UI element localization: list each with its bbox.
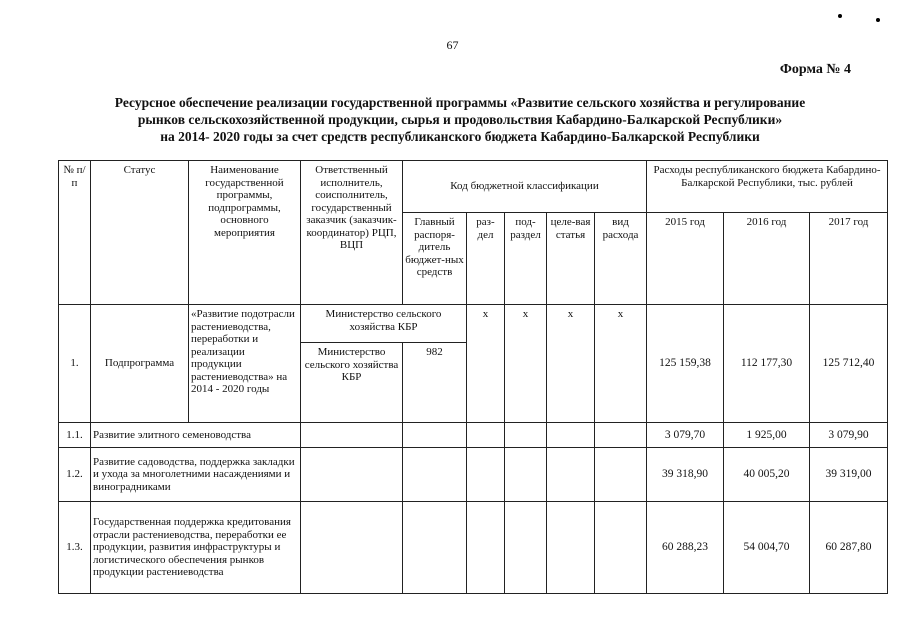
header-2016: 2016 год [724,213,810,305]
header-status: Статус [91,161,189,305]
resource-table [58,160,888,594]
row-executor: Министерство сельского хозяйства КБР [301,343,403,423]
row-num: 1.3. [59,502,91,594]
row-2015: 3 079,70 [647,423,724,448]
header-num: № п/п [59,161,91,305]
document-title [30,94,890,145]
header-budget-code: Код бюджетной классификации [403,161,647,213]
title-line: рынков сельскохозяйственной продукции, сырья и продовольствия Кабардино-Балкарской Республики» [137,112,783,127]
page-number: 67 [446,38,459,52]
header-csr: целе-вая статья [547,213,595,305]
row-podrazdel: х [505,305,547,423]
header-2017: 2017 год [810,213,888,305]
header-name: Наименование государственной программы, подпрограммы, основного мероприятия [189,161,301,305]
row-num: 1.1. [59,423,91,448]
row-2015: 39 318,90 [647,448,724,502]
form-label: Форма № 4 [779,62,851,77]
header-expenses: Расходы республиканского бюджета Кабардино-Балкарской Республики, тыс. рублей [647,161,888,213]
title-line: на 2014- 2020 годы за счет средств республиканского бюджета Кабардино-Балкарской Республики [160,129,760,144]
row-name: Развитие садоводства, поддержка закладки и ухода за многолетними насаждениями и виноградниками [91,448,301,502]
row-csr: х [547,305,595,423]
row-name: Развитие элитного семеноводства [91,423,301,448]
row-grbs: 982 [403,343,467,423]
row-num: 1. [59,305,91,423]
row-vr: х [595,305,647,423]
header-2015: 2015 год [647,213,724,305]
scan-mark [876,18,880,22]
header-podrazdel: под-раздел [505,213,547,305]
header-grbs: Главный распоря-дитель бюджет-ных средств [403,213,467,305]
row-2015: 125 159,38 [647,305,724,423]
row-executor: Министерство сельского хозяйства КБР [301,305,467,343]
row-status: Подпрограмма [91,305,189,423]
table-row [59,502,888,594]
title-line: Ресурсное обеспечение реализации государственной программы «Развитие сельского хозяйства и регулирование [114,95,806,110]
table-row [59,448,888,502]
row-2017: 39 319,00 [810,448,888,502]
header-vr: вид расхода [595,213,647,305]
row-razdel: х [467,305,505,423]
header-razdel: раз-дел [467,213,505,305]
row-2015: 60 288,23 [647,502,724,594]
row-2017: 125 712,40 [810,305,888,423]
table-row [59,305,888,343]
header-executor: Ответственный исполнитель, соисполнитель, государственный заказчик (заказчик-координатор) РЦП, ВЦП [301,161,403,305]
row-name: «Развитие подотрасли растениеводства, переработки и реализации продукции растениеводства» на 2014 - 2020 годы [189,305,301,423]
row-2017: 3 079,90 [810,423,888,448]
row-2016: 40 005,20 [724,448,810,502]
row-2016: 112 177,30 [724,305,810,423]
table-row [59,423,888,448]
row-2016: 54 004,70 [724,502,810,594]
row-num: 1.2. [59,448,91,502]
row-name: Государственная поддержка кредитования отрасли растениеводства, переработки ее продукции, развития инфраструктуры и логистического обеспечения рынков продукции растениеводства [91,502,301,594]
row-2017: 60 287,80 [810,502,888,594]
row-2016: 1 925,00 [724,423,810,448]
scan-mark [838,14,842,18]
